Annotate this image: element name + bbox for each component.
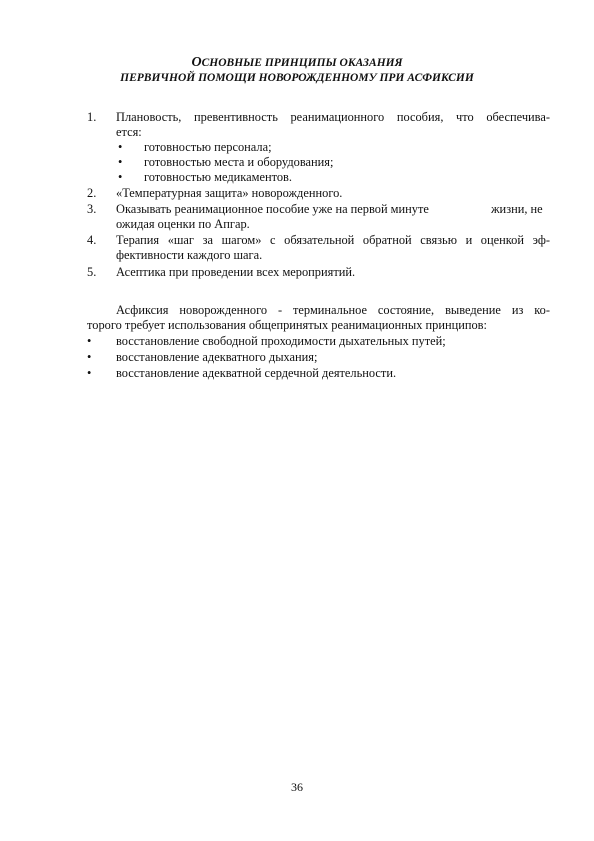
list-item-2-line-1: «Температурная защита» новорожденного. [116, 186, 343, 200]
sub-item-3: готовностью медикаментов. [144, 170, 292, 184]
para-bullet-item-2: восстановление адекватного дыхания; [116, 350, 318, 364]
list-item-4-line-1: Терапия «шаг за шагом» с обязательной обратной связью и оценкой эф- [116, 233, 550, 247]
title-line-1 [0, 55, 594, 71]
sub-item-2: готовностью места и оборудования; [144, 155, 334, 169]
list-item-5-line-1: Асептика при проведении всех мероприятий. [116, 265, 356, 279]
para-bullet-3: • [87, 366, 92, 380]
sub-bullet-3: • [118, 170, 123, 184]
para-bullet-2: • [87, 350, 92, 364]
sub-item-1: готовностью персонала; [144, 140, 272, 154]
title-line-2: ПЕРВИЧНОЙ ПОМОЩИ НОВОРОЖДЕННОМУ ПРИ АСФИКСИИ [120, 72, 474, 84]
list-item-1-line-1: Плановость, превентивность реанимационного пособия, что обеспечива- [116, 110, 550, 124]
title-rest: СНОВНЫЕ ПРИНЦИПЫ ОКАЗАНИЯ [201, 57, 403, 69]
list-number-3: 3. [87, 202, 97, 216]
list-item-3-line-1b: жизни, не [491, 202, 543, 216]
list-number-4: 4. [87, 233, 97, 247]
paragraph-line-2: торого требует использования общепринятых реанимационных принципов: [87, 318, 487, 332]
list-number-2: 2. [87, 186, 97, 200]
list-number-1: 1. [87, 110, 97, 124]
list-item-4-line-2: фективности каждого шага. [116, 248, 263, 262]
para-bullet-item-3: восстановление адекватной сердечной деятельности. [116, 366, 397, 380]
list-number-5: 5. [87, 265, 97, 279]
title-initial: О [191, 55, 202, 70]
para-bullet-item-1: восстановление свободной проходимости дыхательных путей; [116, 334, 446, 348]
list-item-3-line-1a: Оказывать реанимационное пособие уже на первой минуте [116, 202, 429, 216]
paragraph-line-1: Асфиксия новорожденного - терминальное состояние, выведение из ко- [116, 303, 550, 317]
list-item-3-line-2: ожидая оценки по Апгар. [116, 217, 250, 231]
list-item-1-line-2: ется: [116, 125, 142, 139]
page-number: 36 [291, 780, 303, 794]
para-bullet-1: • [87, 334, 92, 348]
sub-bullet-2: • [118, 155, 123, 169]
sub-bullet-1: • [118, 140, 123, 154]
